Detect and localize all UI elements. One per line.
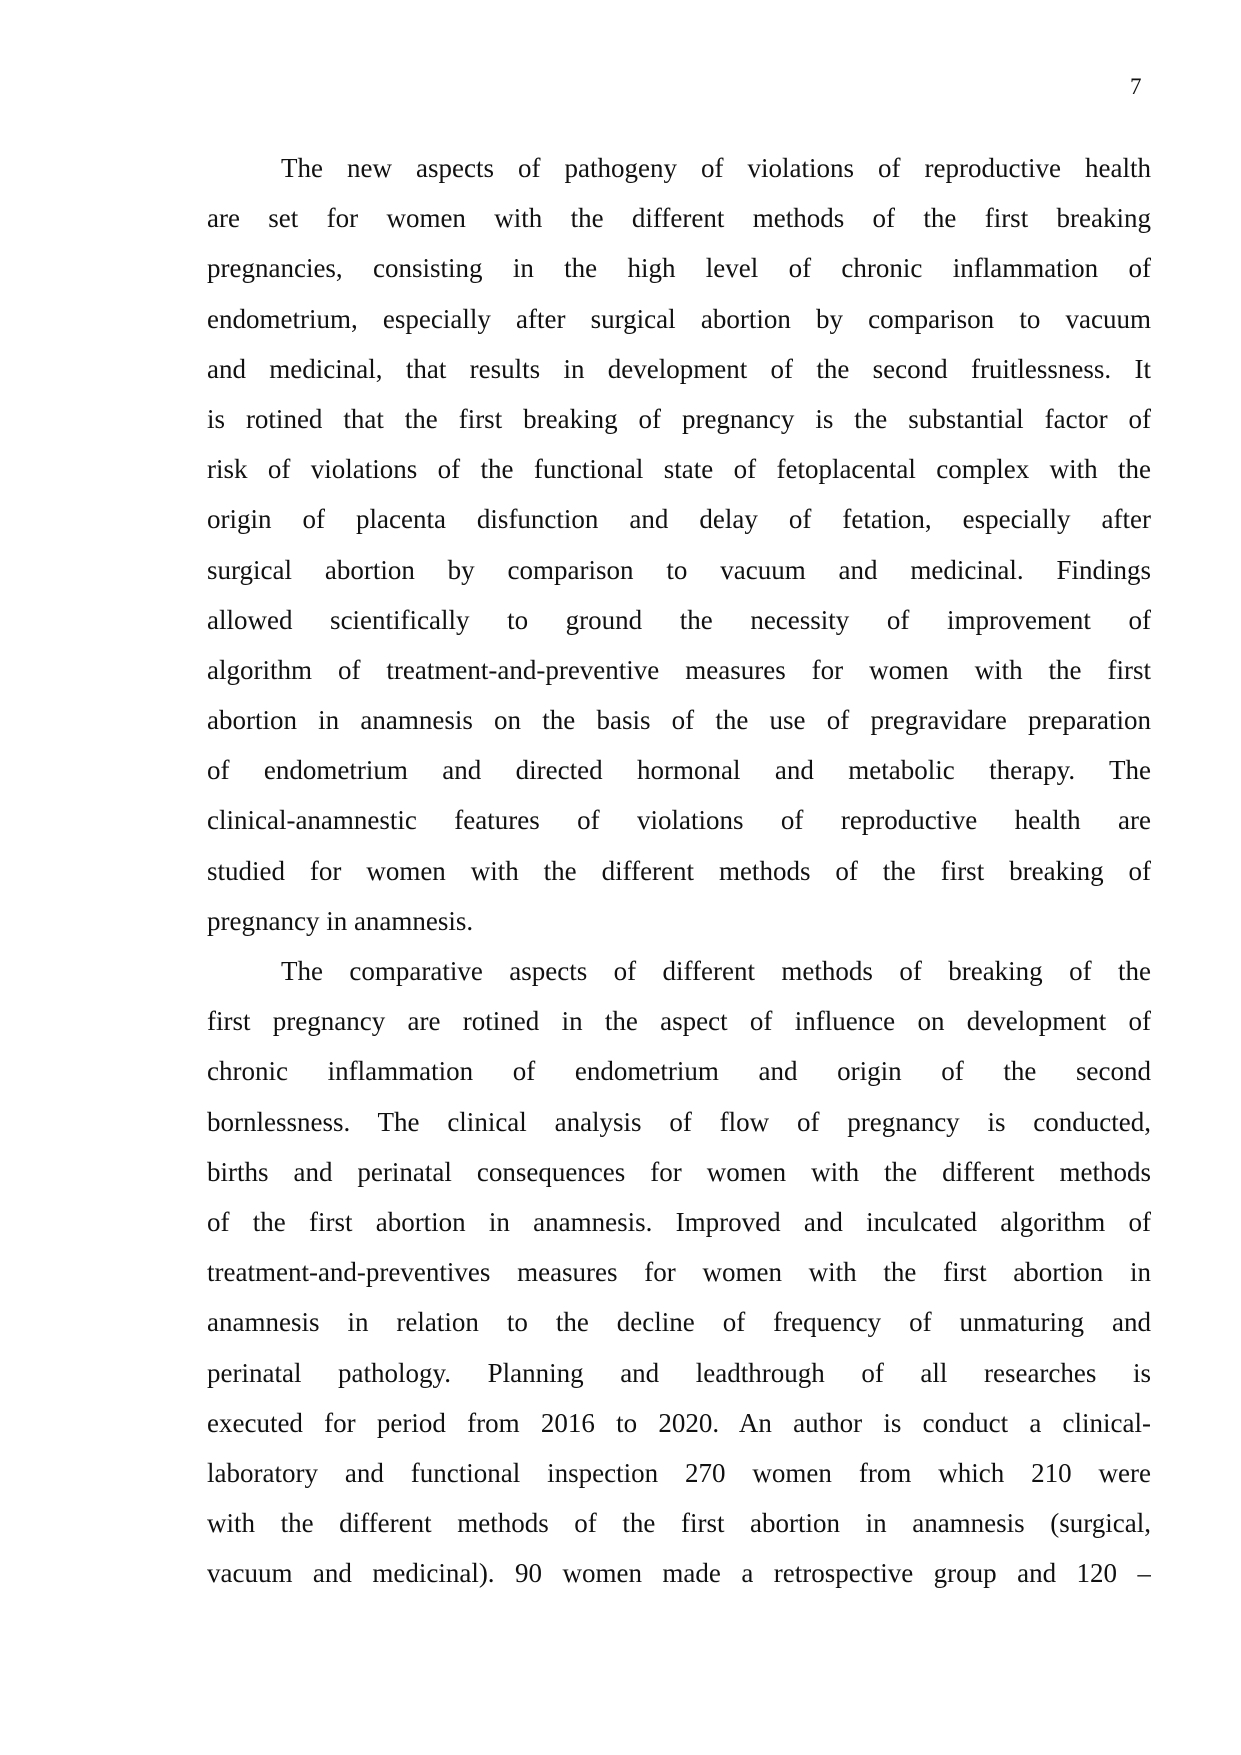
- text-line: risk of violations of the functional state of fetoplacental complex with the: [207, 454, 1151, 485]
- text-line: of the first abortion in anamnesis. Improved and inculcated algorithm of: [207, 1206, 1151, 1237]
- text-line: clinical-anamnestic features of violations of reproductive health are: [207, 805, 1151, 836]
- paragraph-1: [207, 143, 1151, 946]
- body-text: [207, 143, 1151, 1598]
- text-line: and medicinal, that results in development of the second fruitlessness. It: [207, 353, 1151, 384]
- text-line: of endometrium and directed hormonal and metabolic therapy. The: [207, 755, 1151, 786]
- text-line: algorithm of treatment-and-preventive measures for women with the first: [207, 654, 1151, 685]
- text-line: vacuum and medicinal). 90 women made a retrospective group and 120 –: [207, 1558, 1151, 1589]
- text-line: laboratory and functional inspection 270 women from which 210 were: [207, 1457, 1151, 1488]
- text-line: perinatal pathology. Planning and leadthrough of all researches is: [207, 1357, 1151, 1388]
- text-line: pregnancies, consisting in the high level of chronic inflammation of: [207, 253, 1151, 284]
- page-number: 7: [1130, 74, 1142, 99]
- text-line: is rotined that the first breaking of pregnancy is the substantial factor of: [207, 403, 1151, 434]
- text-line: are set for women with the different methods of the first breaking: [207, 203, 1151, 234]
- text-line: anamnesis in relation to the decline of frequency of unmaturing and: [207, 1307, 1151, 1338]
- text-line: abortion in anamnesis on the basis of the use of pregravidare preparation: [207, 705, 1151, 736]
- text-line: origin of placenta disfunction and delay of fetation, especially after: [207, 504, 1151, 535]
- text-line: endometrium, especially after surgical abortion by comparison to vacuum: [207, 303, 1151, 334]
- text-line: studied for women with the different methods of the first breaking of: [207, 855, 1151, 886]
- text-line: The comparative aspects of different methods of breaking of the: [281, 956, 1151, 986]
- text-line: pregnancy in anamnesis.: [207, 905, 474, 936]
- text-line: executed for period from 2016 to 2020. An author is conduct a clinical-: [207, 1407, 1151, 1438]
- text-line: allowed scientifically to ground the necessity of improvement of: [207, 604, 1151, 635]
- text-line: bornlessness. The clinical analysis of flow of pregnancy is conducted,: [207, 1106, 1151, 1137]
- text-line: treatment-and-preventives measures for women with the first abortion in: [207, 1257, 1151, 1288]
- text-line: births and perinatal consequences for women with the different methods: [207, 1156, 1151, 1187]
- text-line: The new aspects of pathogeny of violations of reproductive health: [281, 153, 1151, 183]
- paragraph-2: [207, 946, 1151, 1598]
- text-line: with the different methods of the first abortion in anamnesis (surgical,: [207, 1508, 1151, 1539]
- text-line: chronic inflammation of endometrium and origin of the second: [207, 1056, 1151, 1087]
- text-line: surgical abortion by comparison to vacuum and medicinal. Findings: [207, 554, 1151, 585]
- text-line: first pregnancy are rotined in the aspect of influence on development of: [207, 1006, 1151, 1037]
